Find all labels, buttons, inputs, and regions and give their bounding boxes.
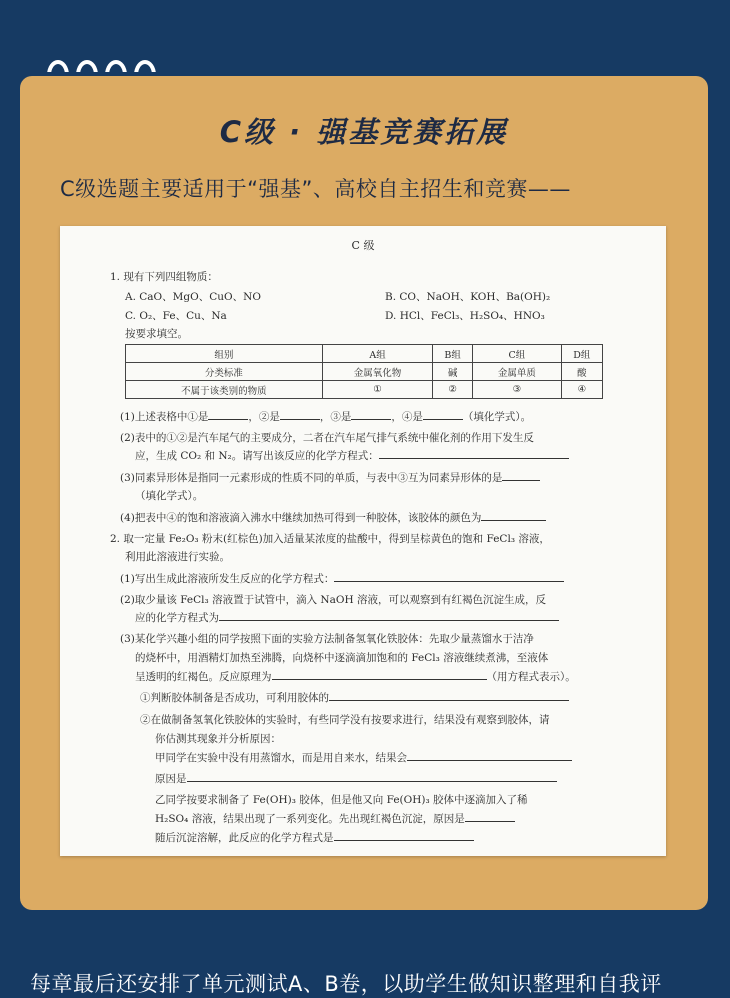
table-cell: A组 [322, 345, 432, 363]
q1-option-c: C. O₂、Fe、Cu、Na [125, 310, 227, 322]
q1-intro: 1. 现有下列四组物质： [110, 271, 218, 283]
q1-sub1: (1)上述表格中①是 ，②是 ，③是 ，④是 （填化学式）。 [120, 411, 532, 423]
classification-table [125, 344, 603, 399]
exam-paper [60, 226, 666, 856]
q2-intro-line1: 2. 取一定量 Fe₂O₃ 粉末(红棕色)加入适量某浓度的盐酸中，得到呈棕黄色的饱和 FeCl₃ 溶液， [110, 533, 550, 545]
q1-sub4: (4)把表中④的饱和溶液滴入沸水中继续加热可得到一种胶体，该胶体的颜色为 [120, 510, 546, 525]
table-cell: D组 [561, 345, 602, 363]
q2-intro-line2: 利用此溶液进行实验。 [125, 551, 230, 563]
q2-sub3-line2: 的烧杯中，用酒精灯加热至沸腾，向烧杯中逐滴滴加饱和的 FeCl₃ 溶液继续煮沸，至液体 [135, 652, 549, 664]
table-cell: ③ [472, 381, 561, 399]
q2-sub3-line1: (3)某化学兴趣小组的同学按照下面的实验方法制备氢氧化铁胶体：先取少量蒸馏水于洁净 [120, 633, 534, 645]
q2-sub3-item2-line4: 原因是 [155, 771, 557, 786]
q2-sub3-item2-line2: 你估测其现象并分析原因： [155, 733, 281, 745]
table-cell: ① [322, 381, 432, 399]
table-row [126, 363, 603, 381]
q1-sub3-line1: (3)同素异形体是指同一元素形成的性质不同的单质，与表中③互为同素异形体的是 [120, 470, 540, 485]
table-cell: C组 [472, 345, 561, 363]
table-cell: 组别 [126, 345, 323, 363]
q2-sub2-line2: 应的化学方程式为 [135, 610, 559, 625]
footer-text: 每章最后还安排了单元测试A、B卷，以助学生做知识整理和自我评 [30, 972, 662, 996]
table-row [126, 345, 603, 363]
q2-sub3-item2-line6: H₂SO₄ 溶液，结果出现了一系列变化。先出现红褐色沉淀，原因是 [155, 811, 515, 826]
q1-option-d: D. HCl、FeCl₃、H₂SO₄、HNO₃ [385, 310, 545, 322]
content-card [20, 76, 708, 910]
table-cell: 碱 [433, 363, 473, 381]
table-row [126, 381, 603, 399]
q2-sub3-item2-line5: 乙同学按要求制备了 Fe(OH)₃ 胶体，但是他又向 Fe(OH)₃ 胶体中逐滴加入了稀 [155, 794, 528, 806]
q2-sub3-item1: ①判断胶体制备是否成功，可利用胶体的 [140, 690, 569, 705]
table-cell: 金属氧化物 [322, 363, 432, 381]
level-heading: C 级 [351, 239, 375, 252]
q2-sub3-item2-line7: 随后沉淀溶解，此反应的化学方程式是 [155, 830, 474, 845]
table-cell: 金属单质 [472, 363, 561, 381]
q2-sub3-item2-line1: ②在做制备氢氧化铁胶体的实验时，有些同学没有按要求进行，结果没有观察到胶体，请 [140, 714, 550, 726]
q2-sub1: (1)写出生成此溶液所发生反应的化学方程式： [120, 571, 564, 586]
table-cell: 不属于该类别的物质 [126, 381, 323, 399]
table-cell: 分类标准 [126, 363, 323, 381]
page-subtitle: C级选题主要适用于“强基”、高校自主招生和竞赛—— [60, 177, 571, 201]
q2-sub3-item2-line3: 甲同学在实验中没有用蒸馏水，而是用自来水，结果会 [155, 750, 572, 765]
table-cell: B组 [433, 345, 473, 363]
q1-sub2-line1: (2)表中的①②是汽车尾气的主要成分，二者在汽车尾气排气系统中催化剂的作用下发生反 [120, 432, 534, 444]
q2-sub2-line1: (2)取少量该 FeCl₃ 溶液置于试管中，滴入 NaOH 溶液，可以观察到有红褐色沉淀生成，反 [120, 594, 546, 606]
table-cell: ④ [561, 381, 602, 399]
q1-sub2-line2: 应，生成 CO₂ 和 N₂。请写出该反应的化学方程式： [135, 448, 569, 463]
page-title: C级 · 强基竞赛拓展 [219, 115, 509, 149]
q2-sub3-line3: 呈透明的红褐色。反应原理为 （用方程式表示）。 [135, 671, 576, 683]
table-cell: ② [433, 381, 473, 399]
q1-option-b: B. CO、NaOH、KOH、Ba(OH)₂ [385, 291, 551, 303]
q1-sub3-line2: （填化学式）。 [135, 490, 204, 502]
q1-option-a: A. CaO、MgO、CuO、NO [125, 291, 261, 303]
q1-instruction: 按要求填空。 [125, 328, 188, 340]
table-cell: 酸 [561, 363, 602, 381]
